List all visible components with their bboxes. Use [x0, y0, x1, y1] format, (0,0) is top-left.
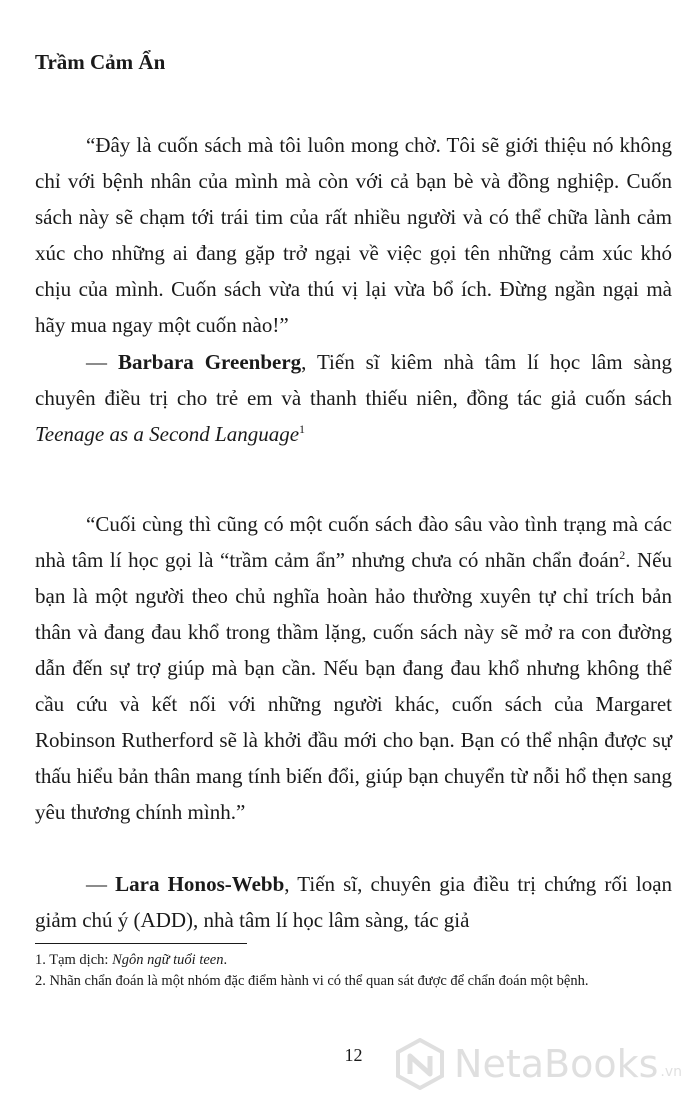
quote-text-continued: . Nếu bạn là một người theo chủ nghĩa hoàn hảo thường xuyên tự chỉ trích bản thân và đang đau khổ trong thầm lặng, cuốn sách này sẽ mở ra con đường dẫn đến sự trợ giúp mà bạn cần. Nếu bạn đang đau khổ nhưng không thể cầu cứu và kết nối với những người khác, cuốn sách của Margaret Robinson Rutherford sẽ là khởi đầu mới cho bạn. Bạn có thể nhận được sự thấu hiểu bản thân mang tính biến đổi, giúp bạn chuyển từ nỗi hổ thẹn sang yêu thương chính mình.”	[35, 548, 672, 824]
running-header: Trầm Cảm Ẩn	[35, 50, 166, 74]
attribution-dash: —	[86, 350, 118, 374]
footnote-ref: 2	[619, 548, 626, 562]
endorser-credentials: , Tiến sĩ, chuyên gia điều trị chứng rối loạn giảm chú ý (ADD), nhà tâm lí học lâm sàng, tác giả	[35, 872, 673, 932]
watermark-suffix: .vn	[660, 1064, 682, 1080]
endorsement-attribution-1	[35, 344, 672, 452]
book-page	[35, 0, 672, 1120]
endorser-credentials: , Tiến sĩ kiêm nhà tâm lí học lâm sàng chuyên điều trị cho trẻ em và thanh thiếu niên, đồng tác giả cuốn sách	[35, 350, 672, 410]
footnote-1-suffix: .	[223, 952, 228, 968]
endorsement-attribution-2	[35, 866, 672, 938]
page-number: 12	[344, 1045, 363, 1065]
footnotes	[35, 950, 655, 992]
footnote-divider	[35, 943, 247, 944]
footnote-1	[35, 950, 655, 971]
quote-text: “Cuối cùng thì cũng có một cuốn sách đào sâu vào tình trạng mà các nhà tâm lí học gọi là “trầm cảm ẩn” nhưng chưa có nhãn chẩn đoán	[35, 512, 672, 572]
watermark-text: NetaBooks	[454, 1042, 659, 1086]
endorser-name: Barbara Greenberg	[117, 350, 302, 374]
attribution-dash: —	[86, 872, 116, 896]
footnote-ref: 1	[299, 422, 306, 436]
watermark	[394, 1038, 682, 1090]
endorsement-quote-2	[35, 506, 672, 830]
footnote-1-italic: Ngôn ngữ tuổi teen	[112, 952, 224, 968]
footnote-2: 2. Nhãn chẩn đoán là một nhóm đặc điểm hành vi có thể quan sát được để chẩn đoán một bệnh.	[35, 973, 589, 989]
endorsement-quote-1: “Đây là cuốn sách mà tôi luôn mong chờ. Tôi sẽ giới thiệu nó không chỉ với bệnh nhân của mình mà còn với cả bạn bè và đồng nghiệp. Cuốn sách này sẽ chạm tới trái tim của rất nhiều người và có thể chữa lành cảm xúc cho những ai đang gặp trở ngại về việc gọi tên những cảm xúc khó chịu của mình. Cuốn sách vừa thú vị lại vừa bổ ích. Đừng ngần ngại mà hãy mua ngay một cuốn nào!”	[35, 133, 672, 337]
footnote-1-prefix: 1. Tạm dịch:	[35, 952, 113, 968]
endorser-name: Lara Honos-Webb	[115, 872, 285, 896]
netabooks-logo-icon	[394, 1038, 446, 1090]
book-title: Teenage as a Second Language	[35, 422, 300, 446]
